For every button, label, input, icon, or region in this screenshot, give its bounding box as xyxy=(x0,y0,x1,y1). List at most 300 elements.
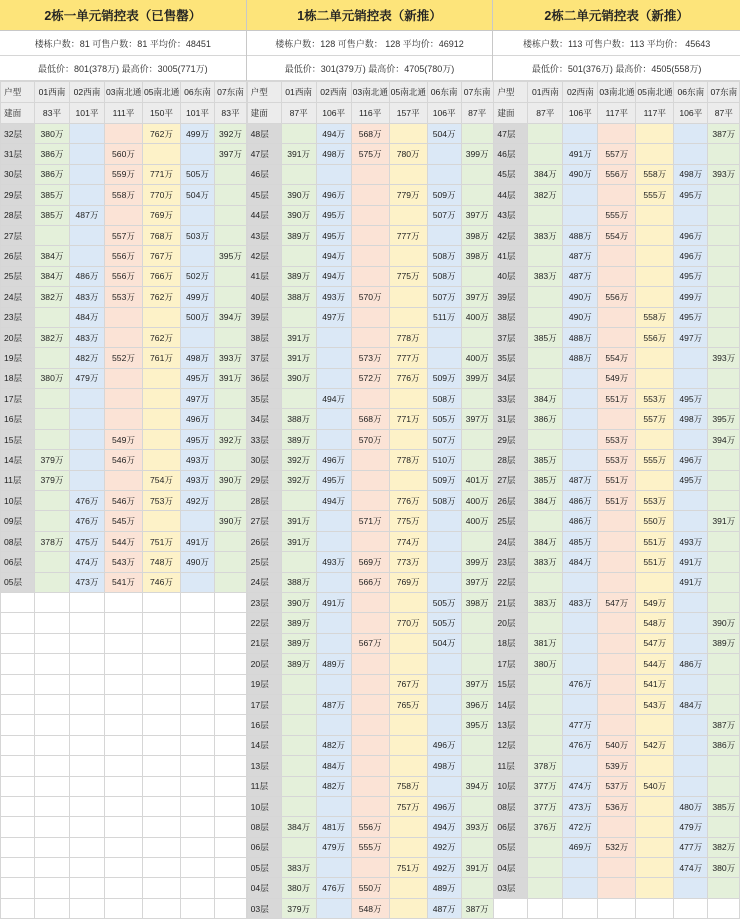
price-cell xyxy=(143,368,181,388)
table-row xyxy=(494,878,740,898)
unit-area: 106平 xyxy=(674,103,708,124)
price-cell: 379万 xyxy=(35,450,70,470)
floor-label: 11层 xyxy=(247,776,281,796)
table-row xyxy=(494,613,740,633)
price-cell: 384万 xyxy=(528,531,563,551)
price-cell: 393万 xyxy=(708,164,740,184)
floor-label: 48层 xyxy=(247,124,281,144)
area-label: 建面 xyxy=(1,103,35,124)
price-cell: 495万 xyxy=(674,470,708,490)
price-cell: 384万 xyxy=(35,246,70,266)
price-cell: 399万 xyxy=(461,368,493,388)
table-row xyxy=(494,572,740,592)
empty-cell xyxy=(143,592,181,612)
price-cell: 556万 xyxy=(105,246,143,266)
table-row xyxy=(1,389,247,409)
area-header-row xyxy=(1,103,247,124)
empty-cell xyxy=(215,817,247,837)
price-cell xyxy=(528,368,563,388)
price-cell: 536万 xyxy=(598,796,636,816)
price-cell xyxy=(636,858,674,878)
unit-type-label: 户型 xyxy=(247,82,281,103)
empty-cell xyxy=(1,694,35,714)
empty-cell xyxy=(181,592,215,612)
price-cell: 508万 xyxy=(427,491,461,511)
floor-label: 14层 xyxy=(1,450,35,470)
floor-label: 29层 xyxy=(1,185,35,205)
price-cell xyxy=(461,654,493,674)
price-cell: 555万 xyxy=(636,185,674,205)
price-cell: 504万 xyxy=(427,633,461,653)
price-cell: 385万 xyxy=(35,205,70,225)
table-row xyxy=(247,715,493,735)
floor-label: 16层 xyxy=(1,409,35,429)
price-cell xyxy=(563,756,598,776)
empty-cell xyxy=(35,592,70,612)
price-cell xyxy=(427,327,461,347)
price-cell xyxy=(281,674,316,694)
price-cell xyxy=(674,735,708,755)
table-row xyxy=(1,776,247,796)
price-cell xyxy=(708,307,740,327)
price-cell: 767万 xyxy=(389,674,427,694)
price-cell: 390万 xyxy=(281,185,316,205)
floor-label: 18层 xyxy=(494,633,528,653)
floor-label: 23层 xyxy=(1,307,35,327)
price-cell xyxy=(351,164,389,184)
price-cell: 484万 xyxy=(316,756,351,776)
price-cell: 575万 xyxy=(351,144,389,164)
price-cell: 495万 xyxy=(316,225,351,245)
price-cell xyxy=(281,715,316,735)
price-cell xyxy=(563,694,598,714)
table-row xyxy=(1,817,247,837)
table-row xyxy=(1,246,247,266)
price-cell xyxy=(708,572,740,592)
price-cell xyxy=(316,164,351,184)
price-cell: 558万 xyxy=(636,164,674,184)
price-cell: 474万 xyxy=(674,858,708,878)
price-cell xyxy=(35,348,70,368)
price-cell xyxy=(528,144,563,164)
price-cell xyxy=(461,389,493,409)
floor-label: 10层 xyxy=(1,491,35,511)
price-cell: 399万 xyxy=(461,552,493,572)
table-row xyxy=(247,694,493,714)
price-cell xyxy=(674,491,708,511)
price-cell: 776万 xyxy=(389,491,427,511)
price-cell: 472万 xyxy=(563,817,598,837)
price-cell xyxy=(281,837,316,857)
table-row xyxy=(1,796,247,816)
floor-label: 29层 xyxy=(494,429,528,449)
price-cell xyxy=(708,185,740,205)
empty-cell xyxy=(181,796,215,816)
empty-cell xyxy=(215,776,247,796)
price-cell: 496万 xyxy=(427,796,461,816)
floor-label: 37层 xyxy=(247,348,281,368)
price-cell xyxy=(351,613,389,633)
price-cell: 382万 xyxy=(35,287,70,307)
table-row xyxy=(247,756,493,776)
table-row xyxy=(247,266,493,286)
price-cell xyxy=(708,654,740,674)
price-cell xyxy=(351,858,389,878)
table-row xyxy=(247,450,493,470)
price-cell: 397万 xyxy=(215,144,247,164)
price-cell: 476万 xyxy=(563,735,598,755)
unit-header-row xyxy=(494,82,740,103)
price-cell xyxy=(35,552,70,572)
price-cell xyxy=(461,266,493,286)
price-cell: 498万 xyxy=(674,409,708,429)
floor-label: 05层 xyxy=(494,837,528,857)
table-row xyxy=(494,858,740,878)
floor-label: 27层 xyxy=(494,470,528,490)
unit-name: 01西南 xyxy=(528,82,563,103)
price-cell xyxy=(636,287,674,307)
price-cell: 397万 xyxy=(461,674,493,694)
price-cell xyxy=(427,694,461,714)
price-cell xyxy=(598,511,636,531)
price-cell xyxy=(636,572,674,592)
price-cell: 770万 xyxy=(389,613,427,633)
table-row xyxy=(247,898,493,918)
price-cell: 499万 xyxy=(181,124,215,144)
unit-area: 111平 xyxy=(105,103,143,124)
price-cell xyxy=(351,246,389,266)
table-row xyxy=(1,327,247,347)
price-cell xyxy=(674,205,708,225)
price-cell: 548万 xyxy=(636,613,674,633)
price-cell: 553万 xyxy=(636,389,674,409)
unit-name: 03南北通 xyxy=(105,82,143,103)
empty-cell xyxy=(1,817,35,837)
price-cell: 482万 xyxy=(316,735,351,755)
empty-cell xyxy=(181,654,215,674)
empty-cell xyxy=(636,898,674,918)
price-cell xyxy=(674,592,708,612)
table-row xyxy=(247,164,493,184)
unit-name: 06东南 xyxy=(181,82,215,103)
price-cell: 483万 xyxy=(70,327,105,347)
table-row xyxy=(1,654,247,674)
price-cell: 476万 xyxy=(316,878,351,898)
empty-cell xyxy=(105,613,143,633)
price-cell: 498万 xyxy=(427,756,461,776)
empty-cell xyxy=(215,592,247,612)
floor-label: 26层 xyxy=(1,246,35,266)
empty-cell xyxy=(528,898,563,918)
empty-cell xyxy=(1,898,35,918)
price-cell: 508万 xyxy=(427,266,461,286)
price-cell xyxy=(389,633,427,653)
price-cell: 389万 xyxy=(708,633,740,653)
empty-cell xyxy=(143,694,181,714)
table-row xyxy=(494,470,740,490)
price-cell: 765万 xyxy=(389,694,427,714)
price-cell: 378万 xyxy=(35,531,70,551)
price-cell: 495万 xyxy=(674,185,708,205)
empty-cell xyxy=(1,878,35,898)
price-cell: 480万 xyxy=(674,796,708,816)
floor-label: 04层 xyxy=(494,858,528,878)
empty-cell xyxy=(105,878,143,898)
empty-cell xyxy=(70,613,105,633)
table-row xyxy=(1,205,247,225)
price-cell: 498万 xyxy=(674,164,708,184)
price-cell xyxy=(316,572,351,592)
price-cell xyxy=(708,694,740,714)
unit-area: 83平 xyxy=(215,103,247,124)
price-cell xyxy=(181,205,215,225)
table-row xyxy=(494,796,740,816)
price-cell xyxy=(281,491,316,511)
price-cell: 556万 xyxy=(598,164,636,184)
price-cell: 385万 xyxy=(708,796,740,816)
price-cell: 488万 xyxy=(563,225,598,245)
price-cell xyxy=(215,225,247,245)
floor-label: 38层 xyxy=(494,307,528,327)
table-row xyxy=(1,266,247,286)
price-cell xyxy=(674,613,708,633)
price-cell xyxy=(461,531,493,551)
empty-cell xyxy=(35,715,70,735)
price-cell xyxy=(215,327,247,347)
price-cell: 571万 xyxy=(351,511,389,531)
price-cell: 546万 xyxy=(105,450,143,470)
price-cell: 476万 xyxy=(70,491,105,511)
empty-cell xyxy=(143,756,181,776)
price-cell: 550万 xyxy=(351,878,389,898)
price-cell: 494万 xyxy=(316,389,351,409)
price-cell xyxy=(563,429,598,449)
price-cell: 547万 xyxy=(598,592,636,612)
price-cell xyxy=(636,205,674,225)
price-cell: 778万 xyxy=(389,327,427,347)
price-cell: 476万 xyxy=(563,674,598,694)
table-row xyxy=(247,817,493,837)
price-cell xyxy=(674,144,708,164)
price-cell: 390万 xyxy=(215,470,247,490)
price-cell xyxy=(215,389,247,409)
unit-name: 01西南 xyxy=(281,82,316,103)
price-cell: 757万 xyxy=(389,796,427,816)
table-row xyxy=(494,266,740,286)
price-cell: 486万 xyxy=(70,266,105,286)
price-cell: 502万 xyxy=(181,266,215,286)
unit-name: 06东南 xyxy=(674,82,708,103)
table-row xyxy=(247,674,493,694)
price-cell xyxy=(70,144,105,164)
price-cell xyxy=(708,389,740,409)
empty-cell xyxy=(35,858,70,878)
price-cell xyxy=(461,429,493,449)
table-info-price-range: 最低价：501(376万) 最高价：4505(558万) xyxy=(493,56,740,81)
price-cell xyxy=(461,164,493,184)
price-cell: 487万 xyxy=(316,694,351,714)
price-cell xyxy=(461,633,493,653)
floor-label: 05层 xyxy=(247,858,281,878)
price-cell: 482万 xyxy=(70,348,105,368)
empty-cell xyxy=(1,796,35,816)
price-cell: 383万 xyxy=(528,225,563,245)
price-cell: 552万 xyxy=(105,348,143,368)
floor-label: 24层 xyxy=(1,287,35,307)
price-cell xyxy=(105,368,143,388)
price-cell: 380万 xyxy=(708,858,740,878)
price-cell xyxy=(351,694,389,714)
empty-cell xyxy=(105,633,143,653)
table-row xyxy=(1,531,247,551)
unit-name: 03南北通 xyxy=(351,82,389,103)
price-cell xyxy=(636,124,674,144)
floor-label: 03层 xyxy=(494,878,528,898)
price-cell: 496万 xyxy=(674,450,708,470)
price-cell: 400万 xyxy=(461,348,493,368)
price-cell xyxy=(461,796,493,816)
price-cell xyxy=(598,572,636,592)
table-building2-unit2 xyxy=(493,0,740,894)
price-cell: 511万 xyxy=(427,307,461,327)
unit-name: 05南北通 xyxy=(143,82,181,103)
price-cell: 479万 xyxy=(316,837,351,857)
empty-cell xyxy=(70,796,105,816)
table-row xyxy=(247,491,493,511)
table-row xyxy=(494,185,740,205)
empty-cell xyxy=(215,694,247,714)
price-cell: 395万 xyxy=(215,246,247,266)
price-cell: 391万 xyxy=(281,531,316,551)
price-cell: 754万 xyxy=(143,470,181,490)
floor-label: 08层 xyxy=(1,531,35,551)
price-cell xyxy=(143,389,181,409)
price-cell: 771万 xyxy=(143,164,181,184)
price-cell: 388万 xyxy=(281,409,316,429)
table-info-summary: 楼栋户数：128 可售户数： 128 平均价：46912 xyxy=(247,31,493,56)
price-cell xyxy=(105,124,143,144)
price-cell: 494万 xyxy=(316,491,351,511)
table-row xyxy=(494,368,740,388)
empty-cell xyxy=(105,735,143,755)
price-cell xyxy=(708,368,740,388)
floor-label: 13层 xyxy=(494,715,528,735)
price-cell xyxy=(563,878,598,898)
empty-cell xyxy=(70,674,105,694)
price-cell xyxy=(35,491,70,511)
floor-label: 33层 xyxy=(494,389,528,409)
price-cell: 491万 xyxy=(674,552,708,572)
price-cell xyxy=(35,389,70,409)
price-cell xyxy=(636,429,674,449)
floor-label: 10层 xyxy=(247,796,281,816)
price-cell: 391万 xyxy=(281,327,316,347)
price-cell xyxy=(316,327,351,347)
price-cell: 555万 xyxy=(636,450,674,470)
price-cell xyxy=(636,348,674,368)
price-cell xyxy=(674,124,708,144)
table-row xyxy=(494,327,740,347)
table-row xyxy=(1,674,247,694)
price-cell: 497万 xyxy=(674,327,708,347)
price-cell xyxy=(598,633,636,653)
price-cell: 537万 xyxy=(598,776,636,796)
table-row xyxy=(247,225,493,245)
price-cell: 495万 xyxy=(181,368,215,388)
table-row xyxy=(1,450,247,470)
price-cell: 391万 xyxy=(281,144,316,164)
floor-label: 09层 xyxy=(1,511,35,531)
price-cell xyxy=(316,409,351,429)
price-cell xyxy=(70,470,105,490)
empty-cell xyxy=(105,776,143,796)
empty-cell xyxy=(143,715,181,735)
unit-area: 150平 xyxy=(143,103,181,124)
price-cell: 503万 xyxy=(181,225,215,245)
price-cell xyxy=(427,674,461,694)
price-cell xyxy=(563,654,598,674)
table-row xyxy=(1,552,247,572)
empty-cell xyxy=(70,694,105,714)
table-row xyxy=(494,715,740,735)
price-cell xyxy=(281,246,316,266)
floor-label: 34层 xyxy=(494,368,528,388)
price-cell: 509万 xyxy=(427,368,461,388)
price-cell: 505万 xyxy=(427,613,461,633)
price-cell: 377万 xyxy=(528,776,563,796)
empty-cell xyxy=(35,817,70,837)
empty-cell xyxy=(143,633,181,653)
price-cell xyxy=(674,633,708,653)
price-cell: 543万 xyxy=(636,694,674,714)
table-grid xyxy=(493,81,740,919)
table-row xyxy=(247,633,493,653)
price-cell: 748万 xyxy=(143,552,181,572)
empty-cell xyxy=(215,837,247,857)
empty-cell xyxy=(181,878,215,898)
price-cell: 556万 xyxy=(598,287,636,307)
table-row xyxy=(1,858,247,878)
table-row xyxy=(494,225,740,245)
unit-area: 87平 xyxy=(708,103,740,124)
price-cell xyxy=(316,674,351,694)
price-cell xyxy=(636,144,674,164)
area-header-row xyxy=(247,103,493,124)
empty-cell xyxy=(215,898,247,918)
price-cell: 394万 xyxy=(708,429,740,449)
table-row xyxy=(1,124,247,144)
price-cell: 509万 xyxy=(427,470,461,490)
empty-cell xyxy=(35,633,70,653)
price-cell xyxy=(215,164,247,184)
price-cell: 553万 xyxy=(598,450,636,470)
floor-label: 41层 xyxy=(494,246,528,266)
unit-area: 87平 xyxy=(528,103,563,124)
empty-cell xyxy=(70,735,105,755)
price-cell xyxy=(563,124,598,144)
floor-label: 26层 xyxy=(494,491,528,511)
price-cell: 557万 xyxy=(105,225,143,245)
floor-label: 17层 xyxy=(247,694,281,714)
floor-label: 40层 xyxy=(494,266,528,286)
table-row xyxy=(494,531,740,551)
price-cell: 495万 xyxy=(316,470,351,490)
price-cell: 496万 xyxy=(427,735,461,755)
empty-cell xyxy=(35,694,70,714)
empty-cell xyxy=(35,756,70,776)
table-title: 1栋二单元销控表（新推） xyxy=(247,0,493,31)
table-row xyxy=(1,409,247,429)
